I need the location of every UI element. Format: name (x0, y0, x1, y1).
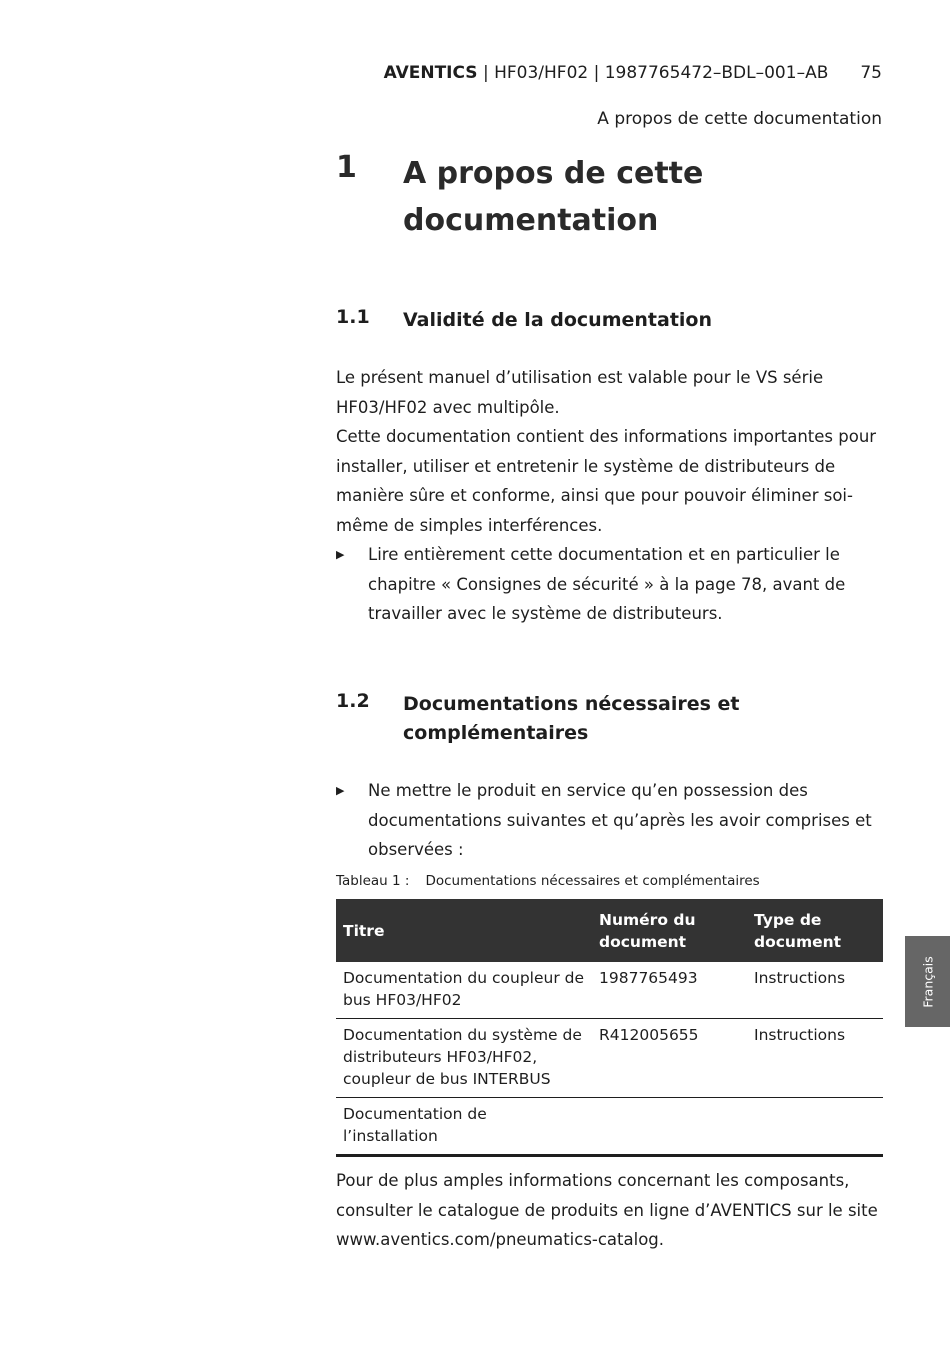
document-reference: | HF03/HF02 | 1987765472–BDL–001–AB (477, 63, 829, 83)
section-1-1-bullet (336, 540, 884, 629)
running-section-title: A propos de cette documentation (597, 109, 882, 129)
table-caption-label: Tableau 1 : (336, 873, 410, 889)
cell-title: Documentation de l’installation (336, 1098, 592, 1156)
header-title: Titre (336, 899, 592, 962)
table-caption (336, 873, 760, 889)
cell-title: Documentation du système de distributeurs HF03/HF02, coupleur de bus INTERBUS (336, 1019, 592, 1098)
section-1-2-bullet-text: Ne mettre le produit en service qu’en possession des documentations suivantes et qu’après les avoir comprises et observées : (368, 781, 872, 859)
table-row (336, 962, 883, 1019)
documentation-table (336, 899, 883, 1157)
section-1-2-title: Documentations nécessaires et complémentaires (403, 693, 740, 744)
cell-number: 1987765493 (592, 962, 747, 1019)
bullet-arrow-icon: ▶ (336, 784, 345, 797)
section-1-2-bullet (336, 776, 884, 865)
section-1-2-number: 1.2 (336, 690, 370, 712)
table-row (336, 1098, 883, 1156)
table-header-row (336, 899, 883, 962)
page-number: 75 (860, 63, 882, 83)
section-1-1-paragraph-2: Cette documentation contient des informations importantes pour installer, utiliser et entretenir le système de distributeurs de manière sûre et conforme, ainsi que pour pouvoir éliminer soi-même de simples interférences. (336, 427, 877, 535)
chapter-number: 1 (336, 150, 357, 185)
cell-number: R412005655 (592, 1019, 747, 1098)
language-tab (905, 936, 950, 1027)
language-tab-label: Français (920, 955, 935, 1008)
cell-type: Instructions (747, 1019, 883, 1098)
bullet-arrow-icon: ▶ (336, 548, 345, 561)
header-number: Numéro du document (592, 899, 747, 962)
cell-type: Instructions (747, 962, 883, 1019)
cell-number (592, 1098, 747, 1156)
chapter-title: A propos de cette documentation (403, 156, 704, 238)
section-1-1-title: Validité de la documentation (403, 309, 712, 331)
closing-paragraph: Pour de plus amples informations concernant les composants, consulter le catalogue de produits en ligne d’AVENTICS sur le site www.aventics.com/pneumatics-catalog. (336, 1171, 878, 1249)
header-type: Type de document (747, 899, 883, 962)
brand-name: AVENTICS (383, 63, 478, 83)
running-header (384, 63, 882, 83)
cell-title: Documentation du coupleur de bus HF03/HF02 (336, 962, 592, 1019)
section-1-1-bullet-text: Lire entièrement cette documentation et en particulier le chapitre « Consignes de sécurité » à la page 78, avant de travailler avec le système de distributeurs. (368, 545, 846, 623)
cell-type (747, 1098, 883, 1156)
section-1-1-paragraph-1: Le présent manuel d’utilisation est valable pour le VS série HF03/HF02 avec multipôle. (336, 368, 824, 417)
table-caption-title: Documentations nécessaires et complémentaires (425, 873, 760, 889)
section-1-1-number: 1.1 (336, 306, 370, 328)
table-row (336, 1019, 883, 1098)
